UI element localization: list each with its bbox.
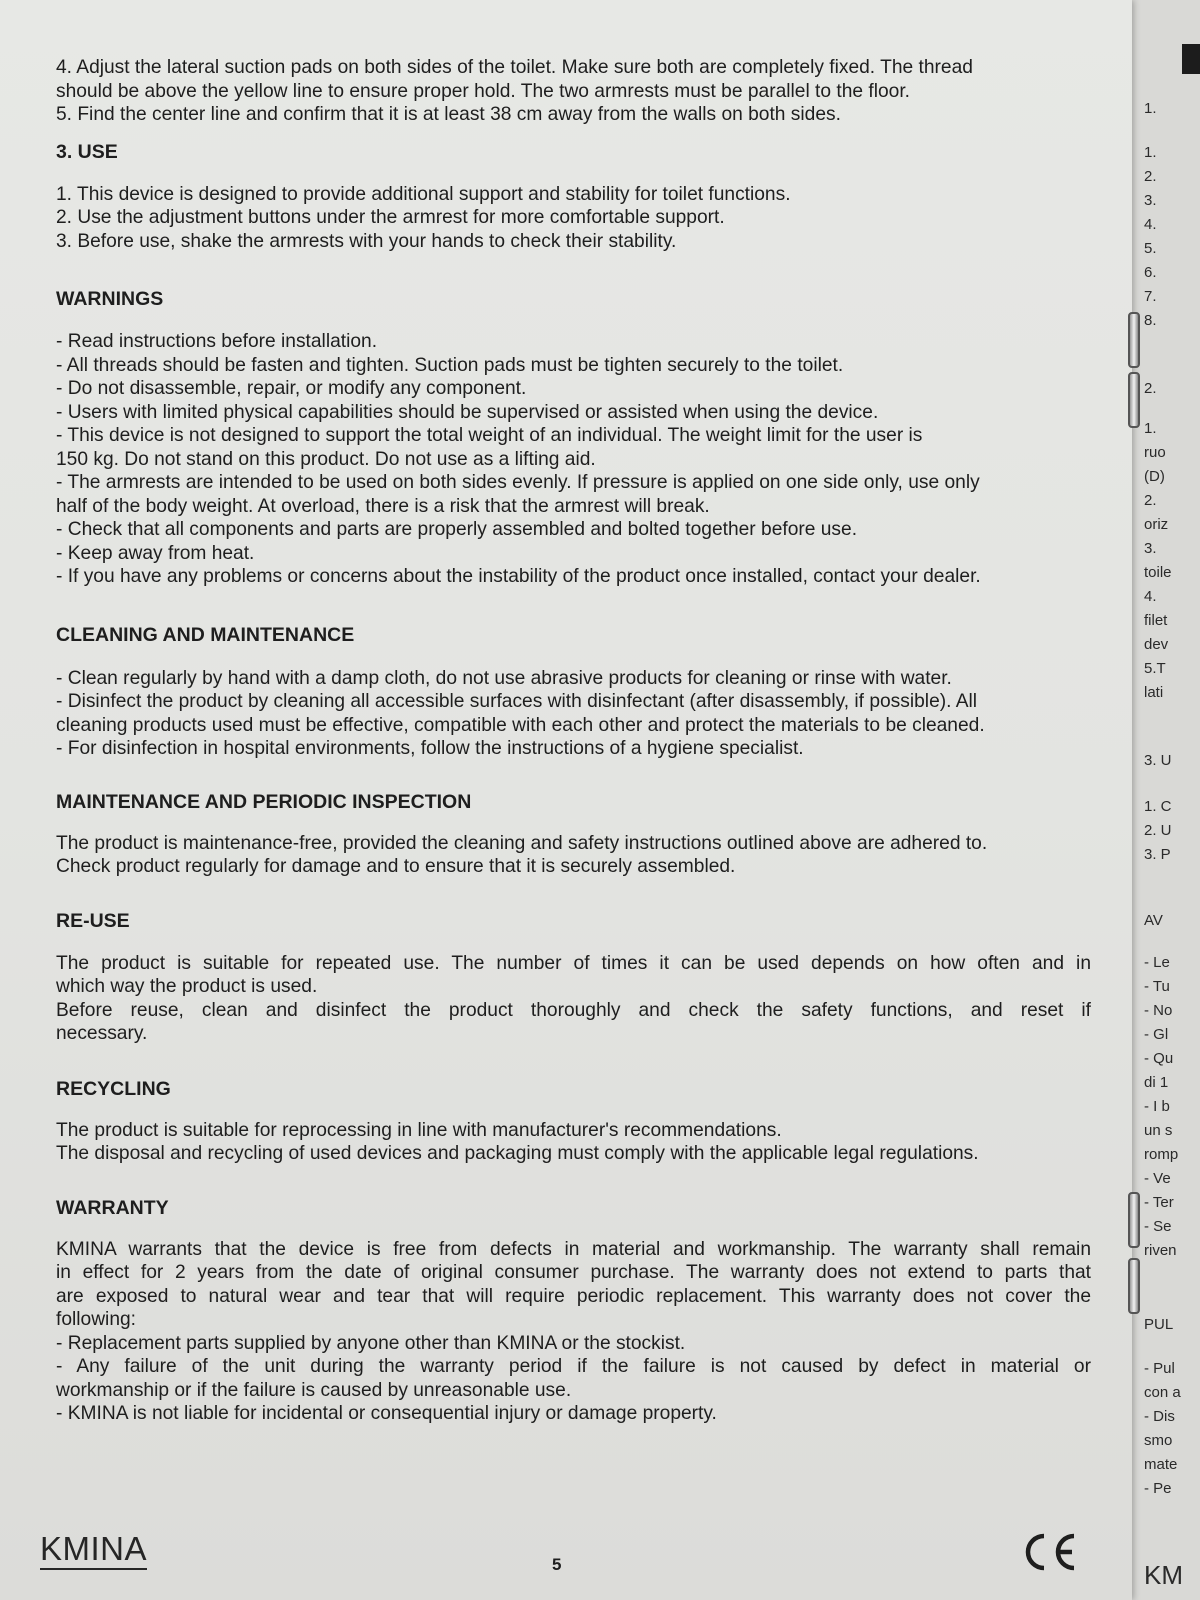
adjacent-fragment: 6.	[1144, 264, 1157, 281]
adjacent-fragment: riven	[1144, 1242, 1177, 1259]
adjacent-fragment: - Pe	[1144, 1480, 1172, 1497]
recycling-heading: RECYCLING	[56, 1077, 171, 1100]
adjacent-fragment: - Pul	[1144, 1360, 1175, 1377]
adjacent-fragment: dev	[1144, 636, 1169, 653]
warnings-heading: WARNINGS	[56, 288, 164, 310]
text-line: 3. Before use, shake the armrests with your hands to check their stability.	[56, 230, 677, 252]
adjacent-fragment: 3. U	[1144, 752, 1172, 769]
recycling-text	[56, 1119, 1091, 1166]
adjacent-fragment: 8.	[1144, 312, 1157, 329]
adjacent-fragment: ruo	[1144, 444, 1166, 461]
adjacent-fragment: oriz	[1144, 516, 1169, 533]
adjacent-fragment: - No	[1144, 1002, 1173, 1019]
adjacent-fragment: di 1	[1144, 1074, 1169, 1091]
adjacent-fragment: toile	[1144, 564, 1172, 581]
text-line: - Clean regularly by hand with a damp cloth, do not use abrasive products for cleaning or rinse with water.	[56, 667, 952, 689]
binding-ring	[1128, 312, 1140, 368]
binding-ring	[1128, 1192, 1140, 1248]
adjacent-fragment: 1. C	[1144, 798, 1172, 815]
text-line: 1. This device is designed to provide additional support and stability for toilet functions.	[56, 183, 791, 205]
adjacent-fragment: - Ter	[1144, 1194, 1174, 1211]
page-number: 5	[552, 1555, 562, 1574]
adjacent-fragment: PUL	[1144, 1316, 1174, 1333]
text-line: - Check that all components and parts are properly assembled and bolted together before use.	[56, 519, 858, 540]
adjacent-fragment: 3.	[1144, 192, 1157, 209]
reuse-heading: RE-USE	[56, 909, 130, 932]
adjacent-fragment: un s	[1144, 1122, 1173, 1139]
text-line: The product is suitable for reprocessing in line with manufacturer's recommendations.	[56, 1119, 782, 1141]
text-line: - Do not disassemble, repair, or modify any component.	[56, 378, 527, 399]
ce-mark-icon	[1018, 1530, 1078, 1574]
adjacent-fragment: 1.	[1144, 144, 1157, 161]
installation-steps-continued	[56, 56, 1091, 127]
adjacent-fragment: mate	[1144, 1456, 1178, 1473]
adjacent-fragment: 4.	[1144, 216, 1157, 233]
text-line: are exposed to natural wear and tear that will require periodic replacement. This warranty does not cover the	[56, 1285, 1091, 1307]
adjacent-fragment: filet	[1144, 612, 1168, 629]
use-steps	[56, 183, 1091, 254]
text-line: half of the body weight. At overload, there is a risk that the armrest will break.	[56, 495, 710, 517]
page-tab	[1182, 44, 1200, 74]
adjacent-page-strip	[1140, 0, 1200, 1600]
adjacent-fragment: 2.	[1144, 380, 1157, 397]
text-line: 4. Adjust the lateral suction pads on both sides of the toilet. Make sure both are completely fixed. The thread	[56, 57, 973, 78]
warranty-text	[56, 1238, 1091, 1426]
adjacent-fragment: - I b	[1144, 1098, 1170, 1115]
text-line: - KMINA is not liable for incidental or consequential injury or damage property.	[56, 1403, 717, 1424]
adjacent-fragment: 1.	[1144, 100, 1157, 117]
adjacent-fragment: - Se	[1144, 1218, 1172, 1235]
text-line: - This device is not designed to support the total weight of an individual. The weight limit for the user is	[56, 425, 923, 446]
adjacent-fragment: - Le	[1144, 954, 1170, 971]
adjacent-fragment: - Qu	[1144, 1050, 1174, 1067]
text-line: - All threads should be fasten and tighten. Suction pads must be tighten securely to the toilet.	[56, 354, 844, 376]
adjacent-fragment: 2.	[1144, 168, 1157, 185]
adjacent-fragment: 5.	[1144, 240, 1157, 257]
warranty-heading: WARRANTY	[56, 1196, 169, 1219]
text-line: necessary.	[56, 1023, 148, 1044]
text-line: KMINA warrants that the device is free from defects in material and workmanship. The warranty shall remain	[56, 1238, 1091, 1260]
text-line: following:	[56, 1309, 136, 1330]
text-line: The product is maintenance-free, provided the cleaning and safety instructions outlined above are adhered to.	[56, 832, 988, 854]
adjacent-fragment: lati	[1144, 684, 1164, 701]
text-line: should be above the yellow line to ensure proper hold. The two armrests must be parallel to the floor.	[56, 80, 910, 102]
maintenance-text	[56, 832, 1091, 879]
cleaning-list	[56, 667, 1091, 761]
text-line: - Replacement parts supplied by anyone other than KMINA or the stockist.	[56, 1332, 686, 1354]
adjacent-fragment: - Dis	[1144, 1408, 1175, 1425]
adjacent-fragment: (D)	[1144, 468, 1165, 485]
text-line: - The armrests are intended to be used on both sides evenly. If pressure is applied on one side only, use only	[56, 472, 980, 493]
adjacent-fragment: 3. P	[1144, 846, 1171, 863]
adjacent-fragment: 1.	[1144, 420, 1157, 437]
adjacent-fragment: 4.	[1144, 588, 1157, 605]
text-line: 150 kg. Do not stand on this product. Do not use as a lifting aid.	[56, 448, 596, 470]
text-line: workmanship or if the failure is caused by unreasonable use.	[56, 1379, 572, 1401]
text-line: 5. Find the center line and confirm that it is at least 38 cm away from the walls on both sides.	[56, 104, 841, 125]
maintenance-heading: MAINTENANCE AND PERIODIC INSPECTION	[56, 790, 472, 813]
cleaning-heading: CLEANING AND MAINTENANCE	[56, 623, 355, 646]
adjacent-fragment: 7.	[1144, 288, 1157, 305]
text-line: in effect for 2 years from the date of original consumer purchase. The warranty does not extend to parts that	[56, 1262, 1091, 1283]
text-line: which way the product is used.	[56, 976, 318, 997]
brand-logo: KMINA	[40, 1530, 148, 1567]
adjacent-fragment: KM	[1144, 1560, 1183, 1590]
text-line: - Disinfect the product by cleaning all accessible surfaces with disinfectant (after disassembly, if possible). All	[56, 691, 978, 712]
text-line: Check product regularly for damage and to ensure that it is securely assembled.	[56, 856, 736, 877]
text-line: cleaning products used must be effective, compatible with each other and protect the materials to be cleaned.	[56, 714, 985, 736]
text-line: - Read instructions before installation.	[56, 331, 378, 352]
page-content	[56, 56, 1091, 1426]
adjacent-fragment: con a	[1144, 1384, 1181, 1401]
adjacent-fragment: AV	[1144, 912, 1163, 929]
text-line: - Keep away from heat.	[56, 542, 255, 564]
adjacent-fragment: 3.	[1144, 540, 1157, 557]
adjacent-fragment: - Tu	[1144, 978, 1170, 995]
text-line: - For disinfection in hospital environments, follow the instructions of a hygiene specialist.	[56, 738, 804, 759]
adjacent-fragment: 2.	[1144, 492, 1157, 509]
use-heading: 3. USE	[56, 140, 118, 163]
reuse-text	[56, 952, 1091, 1046]
text-line: Before reuse, clean and disinfect the product thoroughly and check the safety functions, and reset if	[56, 999, 1091, 1021]
adjacent-fragment: - Gl	[1144, 1026, 1169, 1043]
text-line: - If you have any problems or concerns about the instability of the product once installed, contact your dealer.	[56, 566, 981, 587]
adjacent-fragment: 5.T	[1144, 660, 1166, 677]
text-line: The product is suitable for repeated use. The number of times it can be used depends on how often and in	[56, 952, 1091, 974]
adjacent-fragment: romp	[1144, 1146, 1179, 1163]
warnings-list	[56, 330, 1091, 589]
binding-ring	[1128, 1258, 1140, 1314]
binding-ring	[1128, 372, 1140, 428]
adjacent-fragment: 2. U	[1144, 822, 1172, 839]
text-line: 2. Use the adjustment buttons under the armrest for more comfortable support.	[56, 207, 725, 228]
adjacent-fragment: - Ve	[1144, 1170, 1171, 1187]
text-line: The disposal and recycling of used devices and packaging must comply with the applicable legal regulations.	[56, 1143, 979, 1164]
adjacent-fragment: smo	[1144, 1432, 1173, 1449]
text-line: - Users with limited physical capabilities should be supervised or assisted when using the device.	[56, 401, 879, 423]
text-line: - Any failure of the unit during the warranty period if the failure is not caused by defect in material or	[56, 1356, 1091, 1377]
